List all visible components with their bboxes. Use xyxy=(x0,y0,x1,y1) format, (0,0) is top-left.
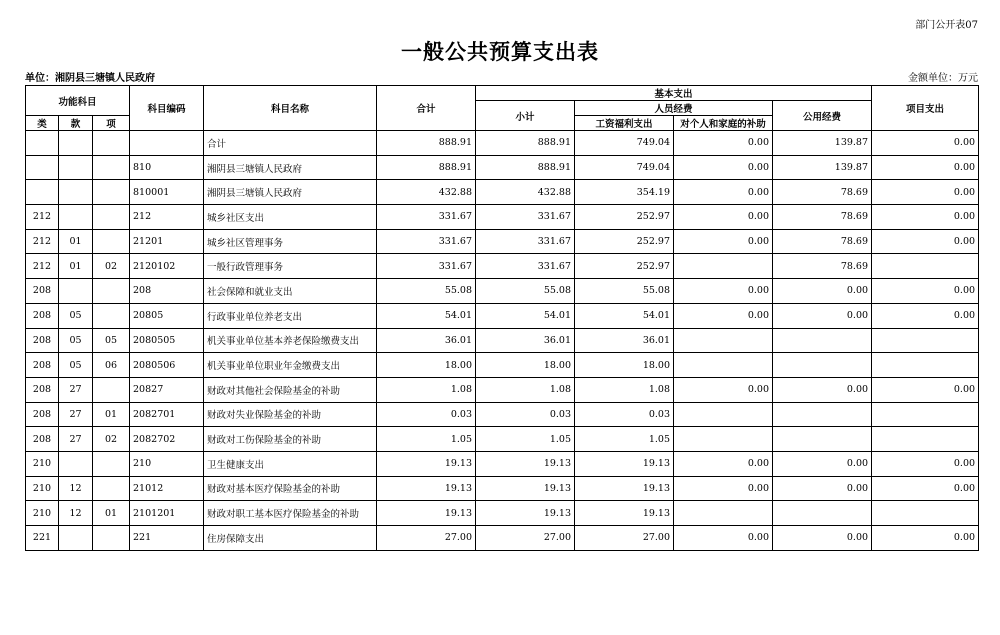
cell-xiang xyxy=(93,476,130,501)
cell-kuan: 27 xyxy=(59,402,93,427)
page-title: 一般公共预算支出表 xyxy=(401,39,599,64)
cell-project xyxy=(872,353,979,378)
cell-wages: 36.01 xyxy=(575,328,674,353)
cell-subtotal: 18.00 xyxy=(476,353,575,378)
cell-xiang xyxy=(93,303,130,328)
cell-xiang xyxy=(93,526,130,551)
cell-total: 18.00 xyxy=(377,353,476,378)
cell-xiang xyxy=(93,377,130,402)
cell-lei: 208 xyxy=(26,303,59,328)
cell-lei: 212 xyxy=(26,205,59,230)
cell-wages: 749.04 xyxy=(575,155,674,180)
cell-project xyxy=(872,501,979,526)
cell-subsidies: 0.00 xyxy=(674,451,773,476)
cell-code: 2082701 xyxy=(130,402,204,427)
cell-total: 331.67 xyxy=(377,254,476,279)
cell-code: 20827 xyxy=(130,377,204,402)
cell-subtotal: 432.88 xyxy=(476,180,575,205)
cell-subsidies: 0.00 xyxy=(674,377,773,402)
cell-project: 0.00 xyxy=(872,205,979,230)
cell-public: 78.69 xyxy=(773,229,872,254)
cell-code: 2120102 xyxy=(130,254,204,279)
cell-kuan: 27 xyxy=(59,377,93,402)
cell-name: 湘阴县三塘镇人民政府 xyxy=(204,155,377,180)
cell-subtotal: 1.05 xyxy=(476,427,575,452)
cell-name: 城乡社区管理事务 xyxy=(204,229,377,254)
cell-name: 住房保障支出 xyxy=(204,526,377,551)
cell-name: 财政对工伤保险基金的补助 xyxy=(204,427,377,452)
cell-name: 社会保障和就业支出 xyxy=(204,279,377,304)
cell-subtotal: 19.13 xyxy=(476,501,575,526)
cell-total: 19.13 xyxy=(377,476,476,501)
table-row xyxy=(26,328,979,353)
cell-subsidies: 0.00 xyxy=(674,180,773,205)
cell-xiang: 02 xyxy=(93,427,130,452)
cell-total: 54.01 xyxy=(377,303,476,328)
cell-subsidies: 0.00 xyxy=(674,131,773,156)
amount-unit-label: 金额单位：万元 xyxy=(908,73,978,84)
table-row xyxy=(26,205,979,230)
cell-project xyxy=(872,328,979,353)
cell-project: 0.00 xyxy=(872,451,979,476)
cell-code: 221 xyxy=(130,526,204,551)
cell-kuan xyxy=(59,526,93,551)
cell-xiang xyxy=(93,180,130,205)
cell-project: 0.00 xyxy=(872,303,979,328)
cell-name: 一般行政管理事务 xyxy=(204,254,377,279)
cell-name: 机关事业单位职业年金缴费支出 xyxy=(204,353,377,378)
table-row xyxy=(26,377,979,402)
cell-public: 139.87 xyxy=(773,155,872,180)
cell-public: 0.00 xyxy=(773,377,872,402)
cell-public: 78.69 xyxy=(773,180,872,205)
cell-code: 810001 xyxy=(130,180,204,205)
cell-total: 55.08 xyxy=(377,279,476,304)
cell-kuan: 05 xyxy=(59,303,93,328)
cell-wages: 252.97 xyxy=(575,205,674,230)
cell-public: 0.00 xyxy=(773,526,872,551)
header-personnel: 人员经费 xyxy=(575,101,773,116)
cell-wages: 27.00 xyxy=(575,526,674,551)
cell-kuan xyxy=(59,155,93,180)
cell-wages: 1.08 xyxy=(575,377,674,402)
cell-subsidies xyxy=(674,427,773,452)
cell-code: 2101201 xyxy=(130,501,204,526)
cell-subsidies xyxy=(674,501,773,526)
header-basic: 基本支出 xyxy=(476,86,872,101)
cell-lei xyxy=(26,131,59,156)
cell-wages: 18.00 xyxy=(575,353,674,378)
header-subtotal: 小计 xyxy=(476,101,575,131)
cell-code: 2080506 xyxy=(130,353,204,378)
header-subsidies: 对个人和家庭的补助 xyxy=(674,116,773,131)
cell-total: 331.67 xyxy=(377,229,476,254)
table-row xyxy=(26,501,979,526)
table-body xyxy=(26,131,979,551)
cell-subsidies xyxy=(674,402,773,427)
header-wages: 工资福利支出 xyxy=(575,116,674,131)
cell-subtotal: 19.13 xyxy=(476,476,575,501)
cell-xiang xyxy=(93,451,130,476)
cell-subtotal: 54.01 xyxy=(476,303,575,328)
cell-public: 78.69 xyxy=(773,254,872,279)
cell-name: 机关事业单位基本养老保险缴费支出 xyxy=(204,328,377,353)
cell-wages: 54.01 xyxy=(575,303,674,328)
cell-subtotal: 19.13 xyxy=(476,451,575,476)
cell-project xyxy=(872,402,979,427)
cell-lei: 210 xyxy=(26,451,59,476)
budget-table xyxy=(25,85,979,551)
cell-xiang xyxy=(93,205,130,230)
cell-name: 财政对其他社会保险基金的补助 xyxy=(204,377,377,402)
cell-code: 21201 xyxy=(130,229,204,254)
table-row xyxy=(26,254,979,279)
cell-xiang xyxy=(93,155,130,180)
cell-wages: 19.13 xyxy=(575,476,674,501)
table-row xyxy=(26,303,979,328)
table-row xyxy=(26,155,979,180)
cell-public xyxy=(773,353,872,378)
header-lei: 类 xyxy=(26,116,59,131)
cell-xiang xyxy=(93,279,130,304)
cell-wages: 19.13 xyxy=(575,501,674,526)
cell-total: 888.91 xyxy=(377,131,476,156)
cell-kuan: 12 xyxy=(59,476,93,501)
cell-name: 卫生健康支出 xyxy=(204,451,377,476)
cell-kuan: 05 xyxy=(59,328,93,353)
cell-subtotal: 331.67 xyxy=(476,229,575,254)
cell-subsidies: 0.00 xyxy=(674,476,773,501)
table-row xyxy=(26,427,979,452)
cell-subsidies xyxy=(674,353,773,378)
cell-kuan xyxy=(59,180,93,205)
cell-lei: 212 xyxy=(26,254,59,279)
cell-subtotal: 888.91 xyxy=(476,131,575,156)
table-row xyxy=(26,476,979,501)
cell-lei: 208 xyxy=(26,377,59,402)
cell-wages: 0.03 xyxy=(575,402,674,427)
cell-public: 0.00 xyxy=(773,451,872,476)
cell-total: 1.08 xyxy=(377,377,476,402)
cell-public xyxy=(773,402,872,427)
cell-total: 0.03 xyxy=(377,402,476,427)
table-row xyxy=(26,229,979,254)
cell-xiang: 05 xyxy=(93,328,130,353)
table-row xyxy=(26,526,979,551)
cell-project xyxy=(872,427,979,452)
cell-total: 36.01 xyxy=(377,328,476,353)
table-row xyxy=(26,353,979,378)
cell-name: 财政对基本医疗保险基金的补助 xyxy=(204,476,377,501)
cell-total: 27.00 xyxy=(377,526,476,551)
cell-kuan xyxy=(59,205,93,230)
cell-lei: 208 xyxy=(26,427,59,452)
header-project: 项目支出 xyxy=(872,86,979,131)
table-row xyxy=(26,402,979,427)
cell-subtotal: 888.91 xyxy=(476,155,575,180)
header-func-subject: 功能科目 xyxy=(26,86,130,116)
cell-subtotal: 0.03 xyxy=(476,402,575,427)
cell-code: 208 xyxy=(130,279,204,304)
header-kuan: 款 xyxy=(59,116,93,131)
cell-kuan: 01 xyxy=(59,229,93,254)
cell-code: 212 xyxy=(130,205,204,230)
cell-kuan: 01 xyxy=(59,254,93,279)
cell-name: 财政对职工基本医疗保险基金的补助 xyxy=(204,501,377,526)
cell-code: 20805 xyxy=(130,303,204,328)
cell-xiang: 01 xyxy=(93,402,130,427)
cell-public: 78.69 xyxy=(773,205,872,230)
table-row xyxy=(26,451,979,476)
cell-subsidies: 0.00 xyxy=(674,279,773,304)
cell-subsidies: 0.00 xyxy=(674,526,773,551)
header-xiang: 项 xyxy=(93,116,130,131)
cell-lei xyxy=(26,180,59,205)
cell-wages: 55.08 xyxy=(575,279,674,304)
cell-name: 城乡社区支出 xyxy=(204,205,377,230)
cell-project xyxy=(872,254,979,279)
cell-code: 810 xyxy=(130,155,204,180)
cell-subsidies: 0.00 xyxy=(674,155,773,180)
cell-project: 0.00 xyxy=(872,131,979,156)
cell-lei: 208 xyxy=(26,328,59,353)
cell-total: 1.05 xyxy=(377,427,476,452)
cell-xiang: 01 xyxy=(93,501,130,526)
cell-lei: 208 xyxy=(26,402,59,427)
cell-wages: 749.04 xyxy=(575,131,674,156)
cell-kuan xyxy=(59,131,93,156)
cell-wages: 252.97 xyxy=(575,254,674,279)
cell-name: 财政对失业保险基金的补助 xyxy=(204,402,377,427)
cell-code: 21012 xyxy=(130,476,204,501)
cell-public: 139.87 xyxy=(773,131,872,156)
cell-xiang xyxy=(93,131,130,156)
cell-project: 0.00 xyxy=(872,476,979,501)
cell-lei: 221 xyxy=(26,526,59,551)
cell-wages: 19.13 xyxy=(575,451,674,476)
cell-xiang: 06 xyxy=(93,353,130,378)
cell-kuan xyxy=(59,279,93,304)
form-code: 部门公开表07 xyxy=(915,20,978,31)
cell-code xyxy=(130,131,204,156)
cell-subsidies xyxy=(674,328,773,353)
cell-kuan xyxy=(59,451,93,476)
cell-subtotal: 55.08 xyxy=(476,279,575,304)
cell-wages: 252.97 xyxy=(575,229,674,254)
cell-kuan: 05 xyxy=(59,353,93,378)
cell-subtotal: 331.67 xyxy=(476,254,575,279)
cell-total: 19.13 xyxy=(377,451,476,476)
cell-wages: 354.19 xyxy=(575,180,674,205)
cell-lei: 210 xyxy=(26,476,59,501)
cell-name: 合计 xyxy=(204,131,377,156)
cell-total: 19.13 xyxy=(377,501,476,526)
header-total: 合计 xyxy=(377,86,476,131)
cell-project: 0.00 xyxy=(872,229,979,254)
cell-project: 0.00 xyxy=(872,155,979,180)
cell-project: 0.00 xyxy=(872,180,979,205)
cell-public: 0.00 xyxy=(773,279,872,304)
cell-public xyxy=(773,328,872,353)
cell-subtotal: 27.00 xyxy=(476,526,575,551)
cell-project: 0.00 xyxy=(872,526,979,551)
cell-subsidies: 0.00 xyxy=(674,205,773,230)
cell-lei: 210 xyxy=(26,501,59,526)
cell-name: 湘阴县三塘镇人民政府 xyxy=(204,180,377,205)
cell-code: 2080505 xyxy=(130,328,204,353)
cell-total: 888.91 xyxy=(377,155,476,180)
cell-lei xyxy=(26,155,59,180)
cell-total: 432.88 xyxy=(377,180,476,205)
cell-project: 0.00 xyxy=(872,377,979,402)
cell-kuan: 12 xyxy=(59,501,93,526)
cell-public: 0.00 xyxy=(773,303,872,328)
cell-public xyxy=(773,427,872,452)
cell-kuan: 27 xyxy=(59,427,93,452)
cell-subsidies: 0.00 xyxy=(674,303,773,328)
cell-subsidies xyxy=(674,254,773,279)
cell-subtotal: 331.67 xyxy=(476,205,575,230)
cell-total: 331.67 xyxy=(377,205,476,230)
cell-lei: 208 xyxy=(26,353,59,378)
cell-public xyxy=(773,501,872,526)
header-name: 科目名称 xyxy=(204,86,377,131)
cell-subtotal: 1.08 xyxy=(476,377,575,402)
cell-code: 2082702 xyxy=(130,427,204,452)
table-row xyxy=(26,279,979,304)
header-public: 公用经费 xyxy=(773,101,872,131)
cell-code: 210 xyxy=(130,451,204,476)
cell-lei: 212 xyxy=(26,229,59,254)
table-row xyxy=(26,180,979,205)
cell-xiang xyxy=(93,229,130,254)
table-row xyxy=(26,131,979,156)
cell-subsidies: 0.00 xyxy=(674,229,773,254)
header-code: 科目编码 xyxy=(130,86,204,131)
cell-subtotal: 36.01 xyxy=(476,328,575,353)
unit-label: 单位：湘阴县三塘镇人民政府 xyxy=(25,73,155,84)
cell-lei: 208 xyxy=(26,279,59,304)
cell-wages: 1.05 xyxy=(575,427,674,452)
cell-name: 行政事业单位养老支出 xyxy=(204,303,377,328)
cell-xiang: 02 xyxy=(93,254,130,279)
cell-public: 0.00 xyxy=(773,476,872,501)
cell-project: 0.00 xyxy=(872,279,979,304)
